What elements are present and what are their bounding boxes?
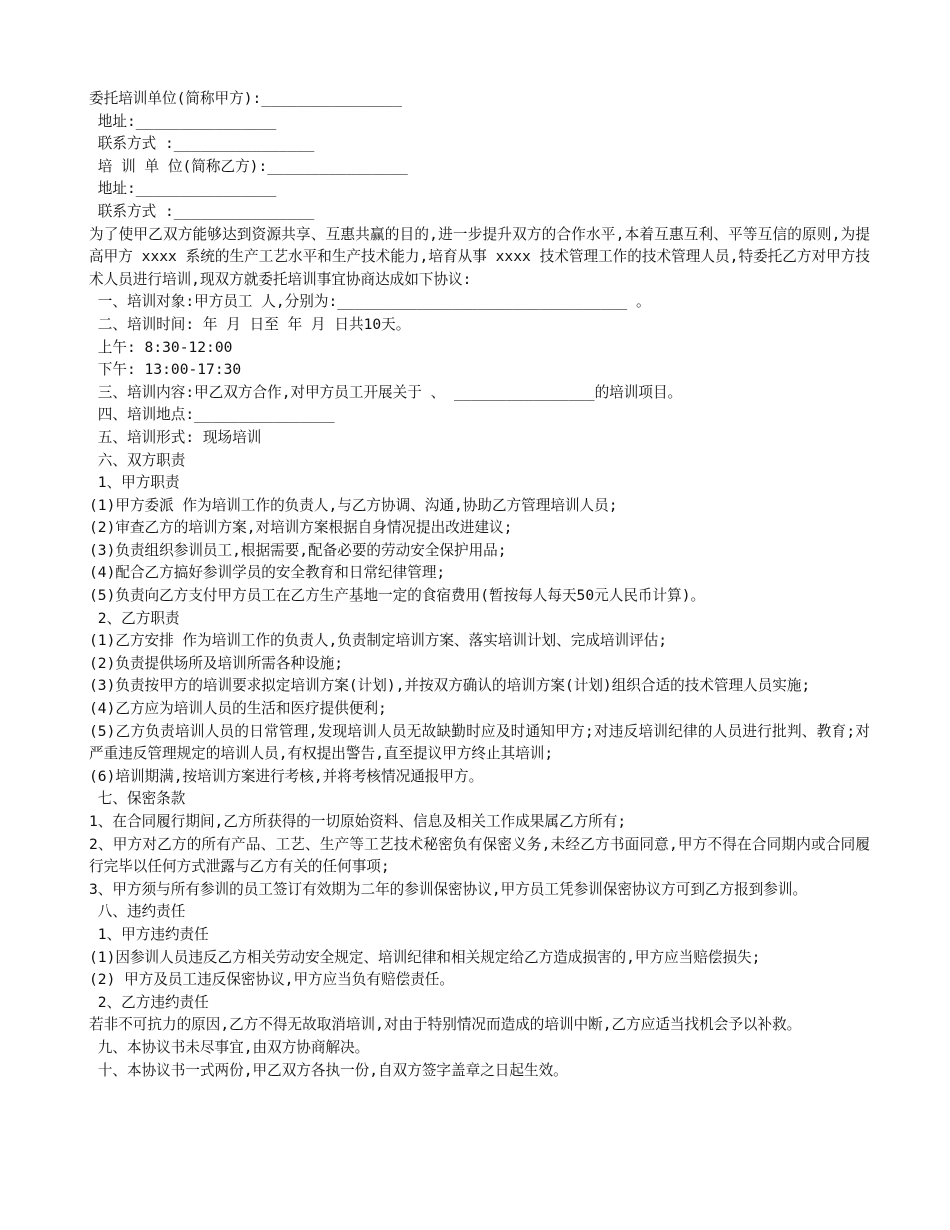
party-a-liability-heading: 1、甲方违约责任 — [89, 925, 209, 943]
section-4-location: 四、培训地点:________________ — [89, 406, 335, 424]
party-a-duty-4: (4)配合乙方搞好参训学员的安全教育和日常纪律管理; — [89, 564, 446, 582]
party-b-duty-2: (2)负责提供场所及培训所需各种设施; — [89, 654, 344, 672]
party-b-liability-heading: 2、乙方违约责任 — [89, 993, 209, 1011]
section-5-format: 五、培训形式: 现场培训 — [89, 428, 262, 446]
party-a-duty-3: (3)负责组织参训员工,根据需要,配备必要的劳动安全保护用品; — [89, 541, 507, 559]
intro-paragraph: 为了使甲乙双方能够达到资源共享、互惠共赢的目的,进一步提升双方的合作水平,本着互惠互利、平等互信的原则,为提高甲方 xxxx 系统的生产工艺水平和生产技术能力,培育从事 xxxx 技术管理工作的技术管理人员,特委托乙方对甲方技术人员进行培训,现双方就委托培训事宜协商达成如下协议: — [89, 225, 870, 288]
client-address-line: 地址:________________ — [89, 112, 277, 130]
section-3-content: 三、培训内容:甲乙双方合作,对甲方员工开展关于 、 ________________的培训项目。 — [89, 383, 683, 401]
section-7-heading: 七、保密条款 — [89, 790, 186, 808]
party-a-duty-1: (1)甲方委派 作为培训工作的负责人,与乙方协调、沟通,协助乙方管理培训人员; — [89, 496, 618, 514]
trainer-address-line: 地址:________________ — [89, 180, 277, 198]
party-b-duty-5: (5)乙方负责培训人员的日常管理,发现培训人员无故缺勤时应及时通知甲方;对违反培训纪律的人员进行批判、教育;对严重违反管理规定的培训人员,有权提出警告,直至提议甲方终止其培训; — [89, 722, 870, 763]
client-unit-line: 委托培训单位(简称甲方):________________ — [89, 90, 402, 107]
confidentiality-clause-3: 3、甲方须与所有参训的员工签订有效期为二年的参训保密协议,甲方员工凭参训保密协议方可到乙方报到参训。 — [89, 880, 808, 898]
party-b-duty-3: (3)负责按甲方的培训要求拟定培训方案(计划),并按双方确认的培训方案(计划)组织合适的技术管理人员实施; — [89, 677, 811, 695]
afternoon-time: 下午: 13:00-17:30 — [89, 361, 242, 379]
section-9: 九、本协议书未尽事宜,由双方协商解决。 — [89, 1038, 370, 1056]
section-6-heading: 六、双方职责 — [89, 451, 186, 469]
party-b-duty-1: (1)乙方安排 作为培训工作的负责人,负责制定培训方案、落实培训计划、完成培训评估; — [89, 632, 668, 650]
party-a-liability-1: (1)因参训人员违反乙方相关劳动安全规定、培训纪律和相关规定给乙方造成损害的,甲方应当赔偿损失; — [89, 948, 761, 966]
party-a-duty-5: (5)负责向乙方支付甲方员工在乙方生产基地一定的食宿费用(暂按每人每天50元人民币计算)。 — [89, 587, 706, 605]
section-1-trainees: 一、培训对象:甲方员工 人,分别为:_________________________________ 。 — [89, 293, 651, 311]
party-b-duty-4: (4)乙方应为培训人员的生活和医疗提供便利; — [89, 700, 387, 718]
confidentiality-clause-1: 1、在合同履行期间,乙方所获得的一切原始资料、信息及相关工作成果属乙方所有; — [89, 813, 627, 830]
client-contact-line: 联系方式 :________________ — [89, 135, 315, 153]
party-a-duties-heading: 1、甲方职责 — [89, 474, 180, 492]
section-8-heading: 八、违约责任 — [89, 903, 186, 921]
section-10: 十、本协议书一式两份,甲乙双方各执一份,自双方签字盖章之日起生效。 — [89, 1061, 568, 1079]
party-b-duties-heading: 2、乙方职责 — [89, 609, 180, 627]
trainer-contact-line: 联系方式 :________________ — [89, 202, 315, 220]
morning-time: 上午: 8:30-12:00 — [89, 338, 233, 356]
party-a-liability-2: (2) 甲方及员工违反保密协议,甲方应当负有赔偿责任。 — [89, 971, 454, 989]
party-b-liability-1: 若非不可抗力的原因,乙方不得无故取消培训,对由于特别情况而造成的培训中断,乙方应适当找机会予以补救。 — [89, 1016, 802, 1034]
trainer-unit-line: 培 训 单 位(简称乙方):________________ — [89, 157, 408, 175]
party-a-duty-2: (2)审查乙方的培训方案,对培训方案根据自身情况提出改进建议; — [89, 519, 513, 537]
section-2-time: 二、培训时间: 年 月 日至 年 月 日共10天。 — [89, 315, 411, 333]
confidentiality-clause-2: 2、甲方对乙方的所有产品、工艺、生产等工艺技术秘密负有保密义务,未经乙方书面同意,甲方不得在合同期内或合同履行完毕以任何方式泄露与乙方有关的任何事项; — [89, 835, 870, 876]
party-b-duty-6: (6)培训期满,按培训方案进行考核,并将考核情况通报甲方。 — [89, 767, 484, 785]
